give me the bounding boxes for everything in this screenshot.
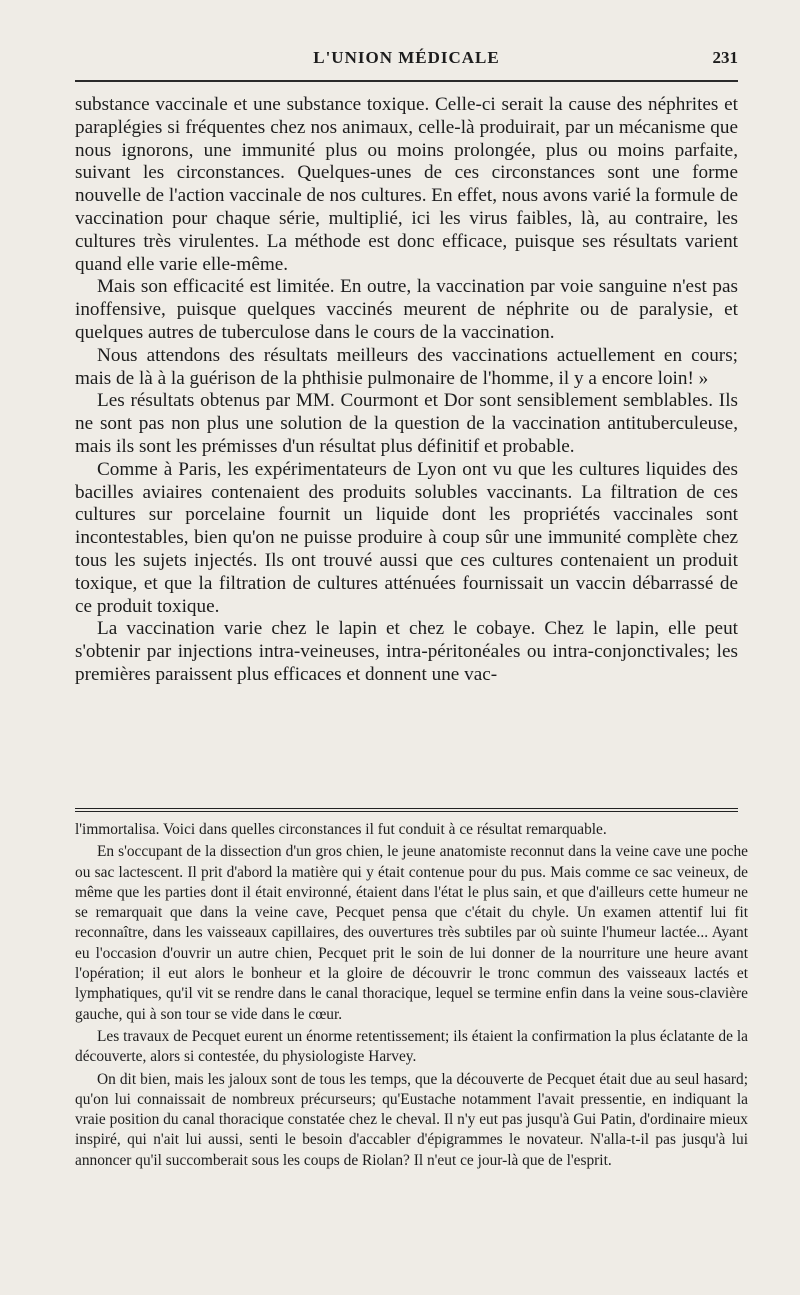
page-number: 231 (712, 48, 738, 67)
body-paragraph: La vaccination varie chez le lapin et chez le cobaye. Chez le lapin, elle peut s'obtenir par injections intra-veineuses, intra-péritonéales ou intra-conjonctivales; les premières paraissent plus efficaces et donnent une vac- (75, 618, 738, 685)
footnote-text (75, 820, 748, 1171)
footnote-paragraph: On dit bien, mais les jaloux sont de tous les temps, que la découverte de Pecquet était due au seul hasard; qu'on lui connaissait de nombreux précurseurs; qu'Eustache notamment l'avait pressentie, en indiquant la vraie position du canal thoracique constatée chez le cheval. Il n'y eut pas jusqu'à Gui Patin, d'ordinaire mieux inspiré, qui n'ait lui aussi, senti le besoin d'accabler d'épigrammes le novateur. N'alla-t-il pas jusqu'à lui annoncer qu'il succomberait sous les coups de Riolan? Il n'eut ce jour-là que de l'esprit. (75, 1070, 748, 1169)
body-paragraph: Les résultats obtenus par MM. Courmont et Dor sont sensiblement semblables. Ils ne sont pas non plus une solution de la question de la vaccination antituberculeuse, mais ils sont les prémisses d'un résultat plus définitif et probable. (75, 390, 738, 457)
footnote-paragraph: Les travaux de Pecquet eurent un énorme retentissement; ils étaient la confirmation la plus éclatante de la découverte, alors si contestée, du physiologiste Harvey. (75, 1027, 748, 1066)
main-body-text (75, 94, 738, 687)
running-head (75, 48, 738, 72)
footnote-separator (75, 808, 738, 812)
footnote-paragraph: l'immortalisa. Voici dans quelles circonstances il fut conduit à ce résultat remarquable. (75, 821, 607, 838)
body-paragraph: Comme à Paris, les expérimentateurs de Lyon ont vu que les cultures liquides des bacilles aviaires contenaient des produits solubles vaccinants. La filtration de ces cultures sur porcelaine fournit un liquide dont les propriétés vaccinales sont incontestables, bien qu'on ne puisse produire à coup sûr une immunité complète chez tous les sujets injectés. Ils ont trouvé aussi que ces cultures contenaient un produit toxique, et que la filtration de cultures atténuées fournissait un vaccin débarrassé de ce produit toxique. (75, 458, 738, 617)
body-paragraph: Mais son efficacité est limitée. En outre, la vaccination par voie sanguine n'est pas inoffensive, puisque quelques vaccinés meurent de néphrite ou de paralysie, et quelques autres de tuberculose dans le cours de la vaccination. (75, 276, 738, 343)
body-paragraph: Nous attendons des résultats meilleurs des vaccinations actuellement en cours; mais de là à la guérison de la phthisie pulmonaire de l'homme, il y a encore loin! » (75, 344, 738, 389)
journal-title: L'UNION MÉDICALE (313, 48, 500, 67)
body-paragraph: substance vaccinale et une substance toxique. Celle-ci serait la cause des néphrites et paraplégies si fréquentes chez nos animaux, celle-là produirait, par un mécanisme que nous ignorons, une immunité plus ou moins prolongée, plus ou moins parfaite, suivant les circonstances. Quelques-unes de ces circonstances sont une forme nouvelle de l'action vaccinale de nos cultures. En effet, nous avons varié la formule de vaccination pour chaque série, multiplié, ici les virus faibles, là, au contraire, les cultures très virulentes. La méthode est donc efficace, puisque ses résultats varient quand elle varie elle-même. (75, 94, 738, 275)
header-rule (75, 80, 738, 82)
footnote-paragraph: En s'occupant de la dissection d'un gros chien, le jeune anatomiste reconnut dans la veine cave une poche ou sac lactescent. Il prit d'abord la matière qui y était contenue pour du pus. Mais comme ce sac veineux, de même que les parties dont il était environné, étaient dans l'état le plus sain, et que d'ailleurs cette humeur ne se remarquait que dans la veine cave, Pecquet pensa que c'était du chyle. Un examen attentif lui fit reconnaître, dans les vaisseaux capillaires, des ouvertures très subtiles par où suinte l'humeur lactée... Ayant eu l'occasion d'ouvrir un autre chien, Pecquet prit le soin de lui donner de la nourriture une heure avant l'opération; il eut alors le bonheur et la gloire de découvrir le tronc commun des vaisseaux lactés et lymphatiques, qu'il vit se rendre dans le canal thoracique, lequel se termine enfin dans la veine sous-clavière gauche, qui à son tour se vide dans le cœur. (75, 843, 748, 1023)
